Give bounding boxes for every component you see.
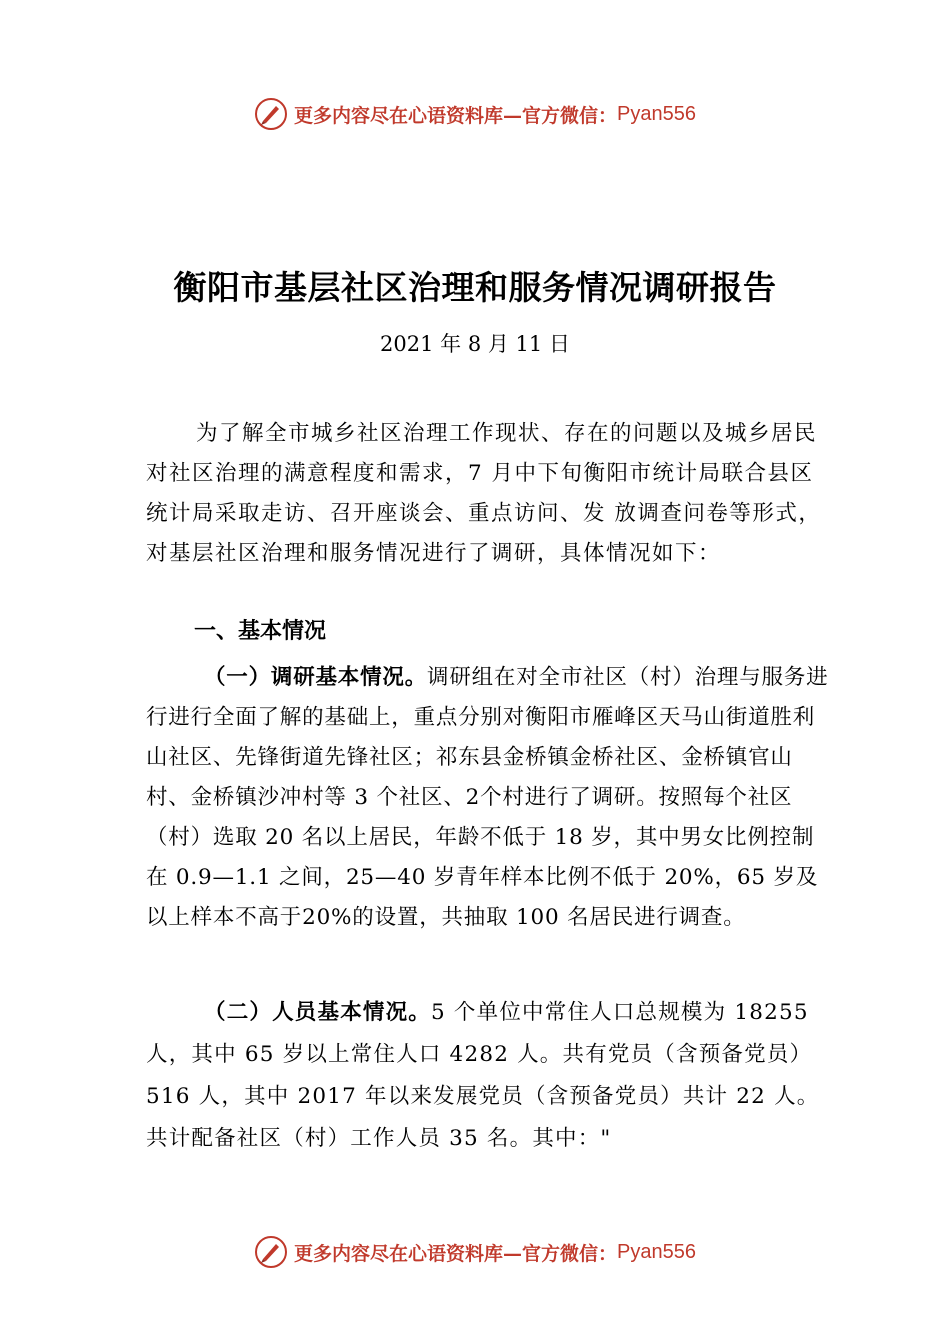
- personnel-basics-text: 5 个单位中常住人口总规模为 18255 人，其中 65 岁以上常住人口 4282 人。共有党员（含预备党员）516 人，其中 2017 年以来发展党员（含预备党员）共计 22 人。共计配备社区（村）工作人员 35 名。其中：": [146, 1000, 820, 1151]
- report-date: 2021 年 8 月 11 日: [380, 332, 570, 356]
- banner-wechat-id: Pyan556: [617, 1240, 696, 1263]
- section-heading: 一、基本情况: [194, 619, 327, 644]
- subheading-survey-basics: （一）调研基本情况。: [204, 665, 428, 690]
- page-title: 衡阳市基层社区治理和服务情况调研报告: [173, 268, 777, 307]
- subheading-personnel-basics: （二）人员基本情况。: [204, 1000, 432, 1025]
- banner-text: 更多内容尽在心语资料库—官方微信：: [294, 1242, 618, 1265]
- intro-paragraph: 为了解全市城乡社区治理工作现状、存在的问题以及城乡居民对社区治理的满意程度和需求，7 月中下旬衡阳市统计局联合县区统计局采取走访、召开座谈会、重点访问、发 放调查问卷等形式，对基层社区治理和服务情况进行了调研，具体情况如下：: [146, 421, 822, 566]
- banner-wechat-id: Pyan556: [617, 102, 696, 125]
- survey-basics-text: 调研组在对全市社区（村）治理与服务进行进行全面了解的基础上，重点分别对衡阳市雁峰区天马山街道胜利山社区、先锋街道先锋社区；祁东县金桥镇金桥社区、金桥镇官山村、金桥镇沙冲村等 3 个社区、2个村进行了调研。按照每个社区（村）选取 20 名以上居民，年龄不低于 18 岁，其中男女比例控制在 0.9—1.1 之间，25—40 岁青年样本比例不低于 20%，65 岁及以上样本不高于20%的设置，共抽取 100 名居民进行调查。: [146, 665, 829, 930]
- brush-logo-icon: [254, 1235, 288, 1269]
- header-banner: [0, 94, 950, 134]
- paragraph-survey-basics: [146, 658, 836, 938]
- paragraph-personnel-basics: [146, 992, 836, 1160]
- brush-logo-icon: [254, 97, 288, 131]
- footer-banner: [0, 1232, 950, 1272]
- banner-text: 更多内容尽在心语资料库—官方微信：: [294, 104, 618, 127]
